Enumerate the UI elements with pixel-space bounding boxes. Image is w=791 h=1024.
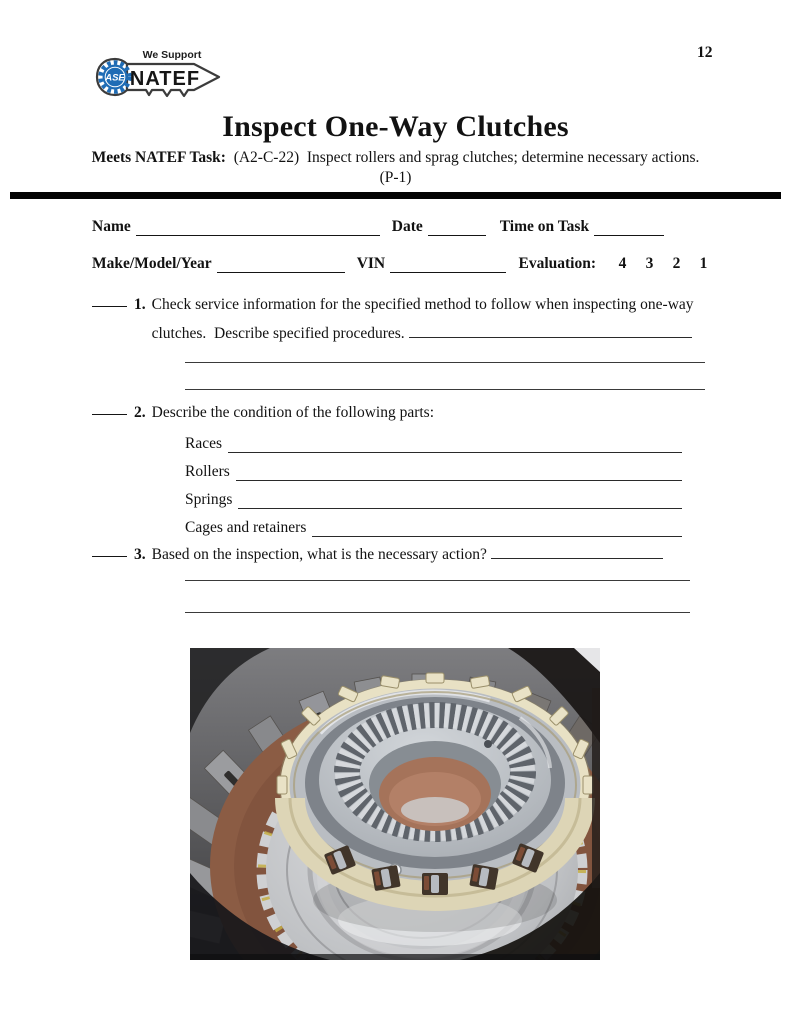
date-input-line[interactable] xyxy=(428,222,486,236)
logo-natef-text: NATEF xyxy=(129,68,201,90)
part-row-springs xyxy=(185,481,682,509)
part-row-races xyxy=(185,427,682,453)
task-3-number: 3. xyxy=(134,546,146,563)
task-1-procedures-line[interactable] xyxy=(409,325,692,338)
cages-retainers-label: Cages and retainers xyxy=(185,519,307,536)
priority-rating: (P-1) xyxy=(379,169,412,186)
races-input-line[interactable] xyxy=(228,448,682,453)
task-2 xyxy=(92,398,706,537)
ase-badge-text: ASE xyxy=(105,72,125,84)
natef-task-statement xyxy=(0,149,791,167)
task-1 xyxy=(92,290,706,390)
time-on-task-input-line[interactable] xyxy=(594,222,664,236)
bore-reflection xyxy=(401,797,469,823)
races-label: Races xyxy=(185,435,223,452)
task-3-answer-line-1[interactable] xyxy=(185,569,690,581)
one-way-clutch-photo xyxy=(190,648,600,960)
natef-key-logo-graphic xyxy=(93,45,228,103)
task-3-text: Based on the inspection, what is the necessary action? xyxy=(152,540,706,569)
task-1-answer-line-2[interactable] xyxy=(185,363,705,390)
task-1-text: Check service information for the specified method to follow when inspecting one-way clutches. Describe specified procedures. xyxy=(151,296,698,342)
evaluation-option-4[interactable]: 4 xyxy=(618,255,627,272)
task-2-text: Describe the condition of the following parts: xyxy=(151,404,435,421)
make-model-year-label: Make/Model/Year xyxy=(92,255,212,272)
student-info-row xyxy=(92,218,717,236)
task-1-answer-line-1[interactable] xyxy=(185,348,705,363)
header-divider-rule xyxy=(10,192,781,199)
date-label: Date xyxy=(391,218,423,235)
task-3-answer-line-2[interactable] xyxy=(185,581,690,613)
page-title: Inspect One-Way Clutches xyxy=(222,110,569,143)
make-model-year-input-line[interactable] xyxy=(217,259,345,273)
logo-support-text: We Support xyxy=(142,49,202,61)
rollers-input-line[interactable] xyxy=(236,476,682,481)
task-1-status-blank[interactable] xyxy=(92,292,127,307)
task-2-status-blank[interactable] xyxy=(92,400,127,415)
task-label: Meets NATEF Task: xyxy=(91,149,226,166)
task-3-action-line[interactable] xyxy=(491,546,663,559)
part-row-rollers xyxy=(185,453,682,481)
task-1-number: 1. xyxy=(134,296,146,313)
vehicle-info-row xyxy=(92,255,717,273)
evaluation-option-1[interactable]: 1 xyxy=(699,255,708,272)
vin-label: VIN xyxy=(356,255,386,272)
evaluation-scale xyxy=(609,255,717,273)
vin-input-line[interactable] xyxy=(390,259,506,273)
task-text: Inspect rollers and sprag clutches; determine necessary actions. xyxy=(306,149,700,166)
part-row-cages-retainers xyxy=(185,509,682,537)
name-input-line[interactable] xyxy=(136,222,380,236)
rollers-label: Rollers xyxy=(185,463,230,480)
task-code: (A2-C-22) xyxy=(233,149,300,166)
task-3 xyxy=(92,540,706,613)
task-2-number: 2. xyxy=(134,404,146,421)
evaluation-option-3[interactable]: 3 xyxy=(645,255,654,272)
evaluation-label: Evaluation: xyxy=(518,255,596,272)
time-on-task-label: Time on Task xyxy=(499,218,590,235)
natef-logo xyxy=(93,45,228,103)
name-label: Name xyxy=(92,218,131,235)
springs-input-line[interactable] xyxy=(238,504,682,509)
page-number: 12 xyxy=(697,44,713,61)
task-3-status-blank[interactable] xyxy=(92,542,127,557)
task-2-parts-list xyxy=(185,427,682,537)
evaluation-option-2[interactable]: 2 xyxy=(672,255,681,272)
cages-retainers-input-line[interactable] xyxy=(312,532,682,537)
race-oil-hole xyxy=(484,740,492,748)
springs-label: Springs xyxy=(185,491,233,508)
